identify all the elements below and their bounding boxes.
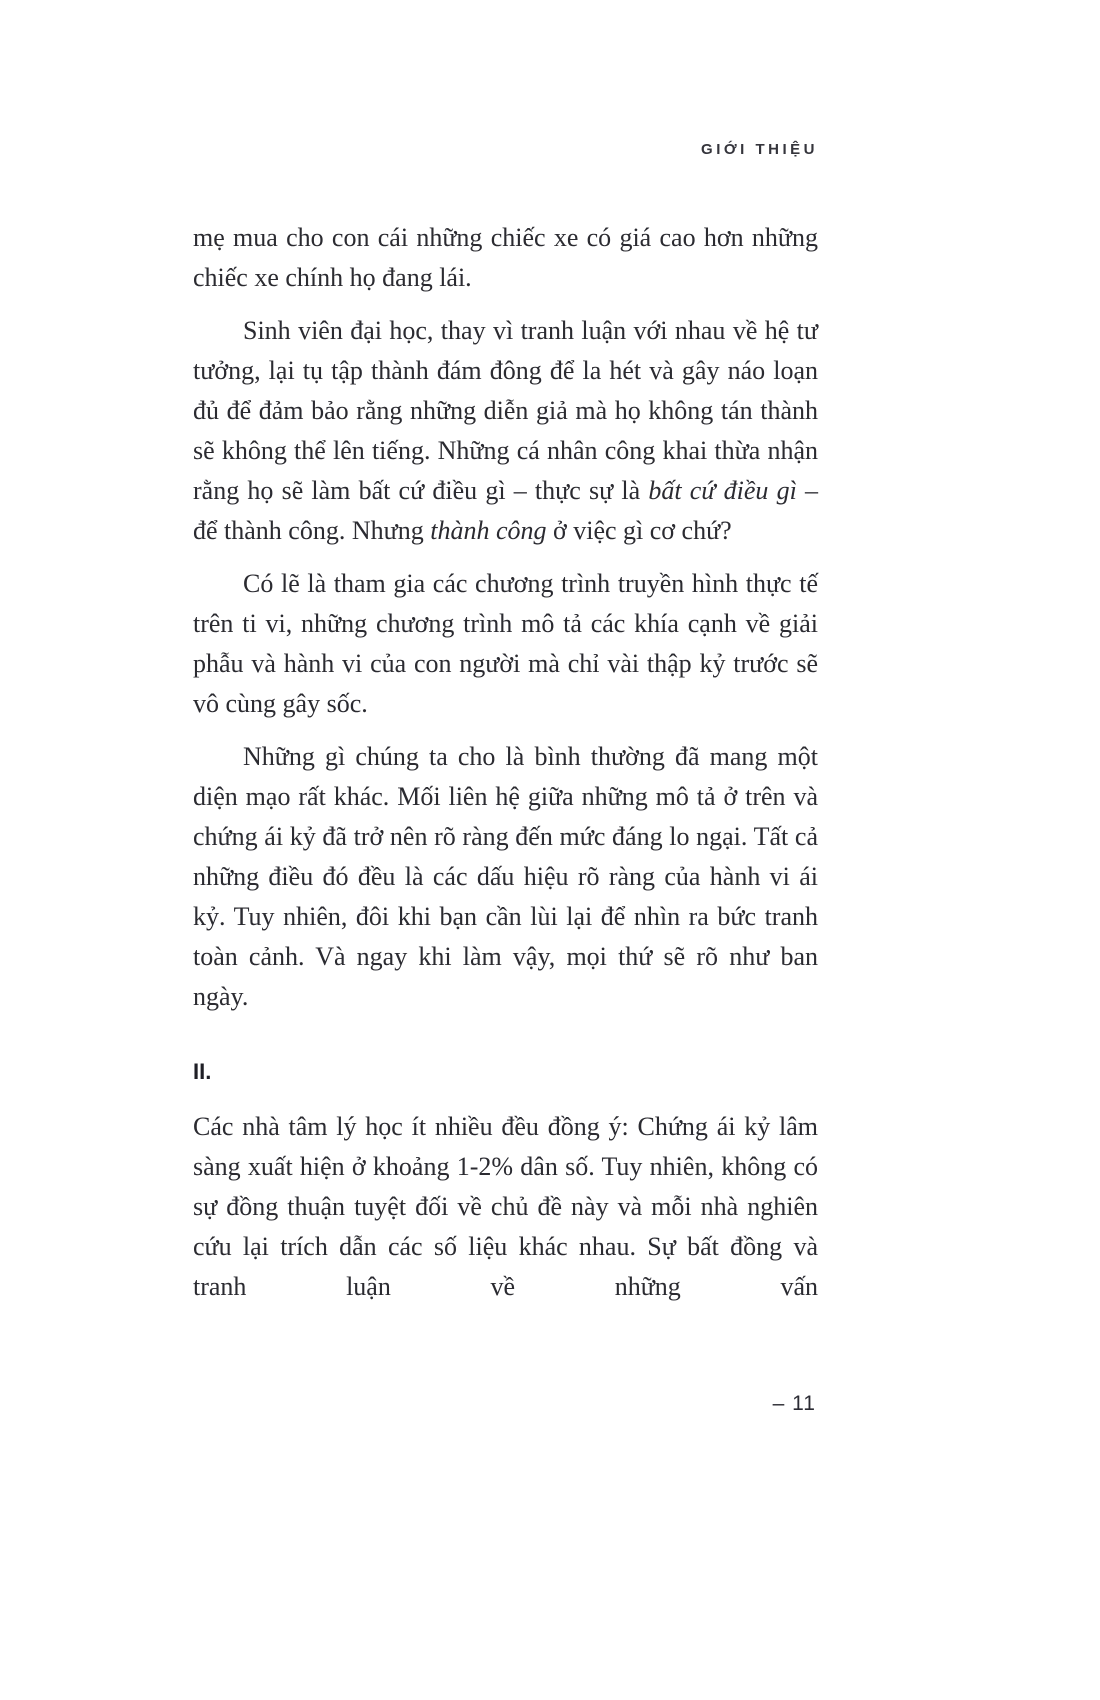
text-run: Những gì chúng ta cho là bình thường đã mang một diện mạo rất khác. Mối liên hệ giữa những mô tả ở trên và chứng ái kỷ đã trở nên rõ ràng đến mức đáng lo ngại. Tất cả những điều đó đều là các dấu hiệu rõ ràng của hành vi ái kỷ. Tuy nhiên, đôi khi bạn cần lùi lại để nhìn ra bức tranh toàn cảnh. Và ngay khi làm vậy, mọi thứ sẽ rõ như ban ngày.	[193, 742, 818, 1011]
paragraph	[193, 1107, 818, 1307]
body-text	[193, 218, 818, 1307]
text-run: ở việc gì cơ chứ?	[546, 516, 732, 545]
text-run: – để thành công. Nhưng	[193, 476, 818, 545]
text-run: Có lẽ là tham gia các chương trình truyền hình thực tế trên ti vi, những chương trình mô tả các khía cạnh về giải phẫu và hành vi của con người mà chỉ vài thập kỷ trước sẽ vô cùng gây sốc.	[193, 569, 818, 718]
text-run: Sinh viên đại học, thay vì tranh luận với nhau về hệ tư tưởng, lại tụ tập thành đám đông để la hét và gây náo loạn đủ để đảm bảo rằng những diễn giả mà họ không tán thành sẽ không thể lên tiếng. Những cá nhân công khai thừa nhận rằng họ sẽ làm bất cứ điều gì – thực sự là	[193, 316, 818, 505]
text-run: Các nhà tâm lý học ít nhiều đều đồng ý: Chứng ái kỷ lâm sàng xuất hiện ở khoảng 1-2% dân số. Tuy nhiên, không có sự đồng thuận tuyệt đối về chủ đề này và mỗi nhà nghiên cứu lại trích dẫn các số liệu khác nhau. Sự bất đồng và tranh luận về những vấn	[193, 1112, 818, 1302]
paragraph	[193, 311, 818, 551]
italic-text-run: bất cứ điều gì	[648, 476, 797, 505]
italic-text-run: thành công	[430, 516, 547, 545]
text-column	[193, 0, 818, 1307]
section-heading: II.	[193, 1059, 212, 1084]
paragraph	[193, 564, 818, 724]
page-number: – 11	[772, 1392, 816, 1415]
paragraph	[193, 218, 818, 298]
running-head: GIỚI THIỆU	[701, 141, 818, 158]
paragraph	[193, 737, 818, 1017]
text-run: mẹ mua cho con cái những chiếc xe có giá cao hơn những chiếc xe chính họ đang lái.	[193, 223, 818, 292]
